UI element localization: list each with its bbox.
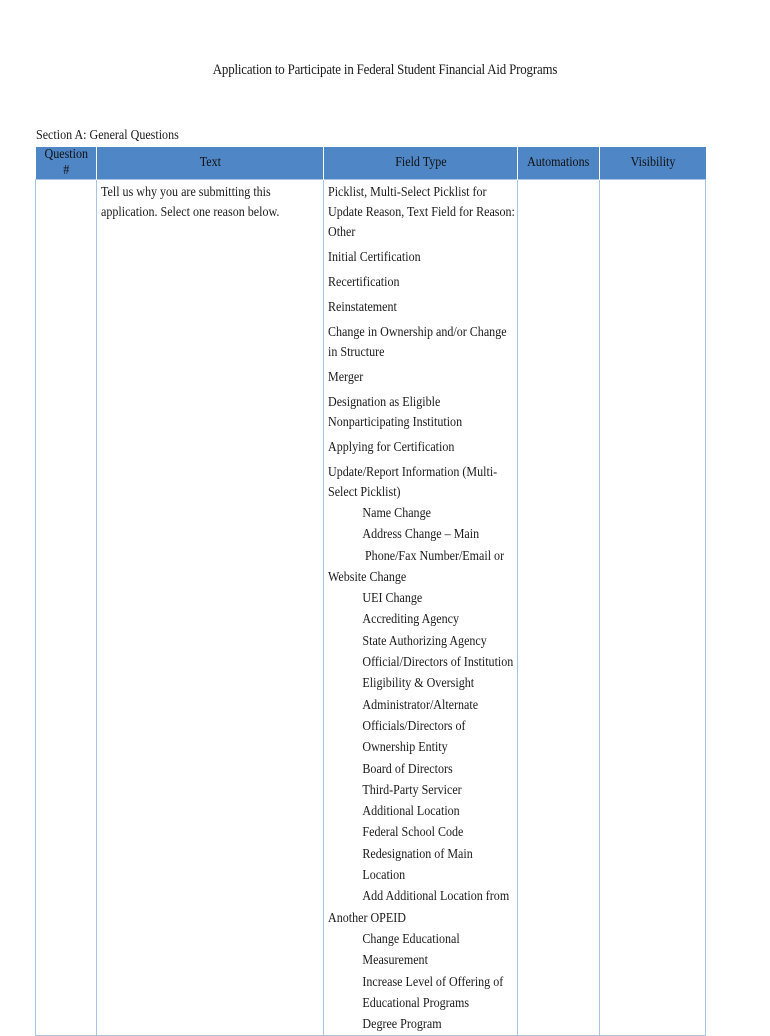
suboption-item: Change Educational Measurement: [362, 931, 460, 969]
suboption-item: Increase Level of Offering of Educational Programs: [362, 974, 504, 1011]
suboption-item: Eligibility & Oversight: [362, 676, 475, 692]
suboption-item: Federal School Code: [362, 825, 464, 841]
header-field-type: Field Type: [324, 147, 518, 180]
header-question-number: Question #: [36, 147, 97, 180]
option-item: Merger: [328, 370, 364, 385]
suboption-item: State Authorizing Agency: [362, 633, 487, 649]
suboption-item: Name Change: [362, 506, 431, 521]
suboption-item: Administrator/Alternate Officials/Directors of Ownership Entity: [362, 697, 479, 756]
suboption-item: Additional Location: [362, 804, 460, 820]
cell-text: [97, 180, 324, 1036]
header-text: Text: [97, 147, 324, 180]
suboption-item: Board of Directors: [362, 761, 453, 777]
option-item: Reinstatement: [328, 300, 397, 315]
suboption-item: UEI Change: [362, 591, 423, 607]
cell-question-number: [36, 180, 97, 1036]
option-item: Recertification: [328, 275, 400, 290]
suboption-item: Official/Directors of Institution: [362, 655, 514, 671]
option-item: Update/Report Information (Multi-Select Picklist): [328, 465, 498, 500]
header-visibility: Visibility: [600, 147, 706, 180]
table-header-row: [36, 147, 706, 180]
suboption-item: Degree Program: [362, 1017, 442, 1033]
document-title: Application to Participate in Federal Student Financial Aid Programs: [212, 62, 558, 78]
suboption-item: Third-Party Servicer: [362, 782, 462, 798]
header-automations: Automations: [518, 147, 600, 180]
suboption-item: Redesignation of Main Location: [362, 846, 473, 884]
suboption-item: Phone/Fax Number/Email or Website Change: [328, 548, 505, 585]
option-item: Applying for Certification: [328, 440, 455, 455]
cell-field-type: [324, 180, 518, 1036]
table-row: [36, 180, 706, 1036]
section-heading: Section A: General Questions: [36, 128, 179, 143]
suboption-item: Accrediting Agency: [362, 612, 460, 628]
suboption-item: Address Change – Main: [362, 527, 480, 543]
question-text: Tell us why you are submitting this application. Select one reason below.: [101, 185, 280, 220]
option-item: Designation as Eligible Nonparticipating Institution: [328, 395, 463, 430]
option-item: Initial Certification: [328, 250, 421, 265]
cell-automations: [518, 180, 600, 1036]
suboption-item: Add Additional Location from Another OPEID: [328, 889, 510, 926]
questions-table: [35, 147, 706, 1036]
cell-visibility: [600, 180, 706, 1036]
field-type-description: Picklist, Multi-Select Picklist for Update Reason, Text Field for Reason: Other: [328, 185, 515, 240]
option-item: Change in Ownership and/or Change in Structure: [328, 325, 507, 360]
